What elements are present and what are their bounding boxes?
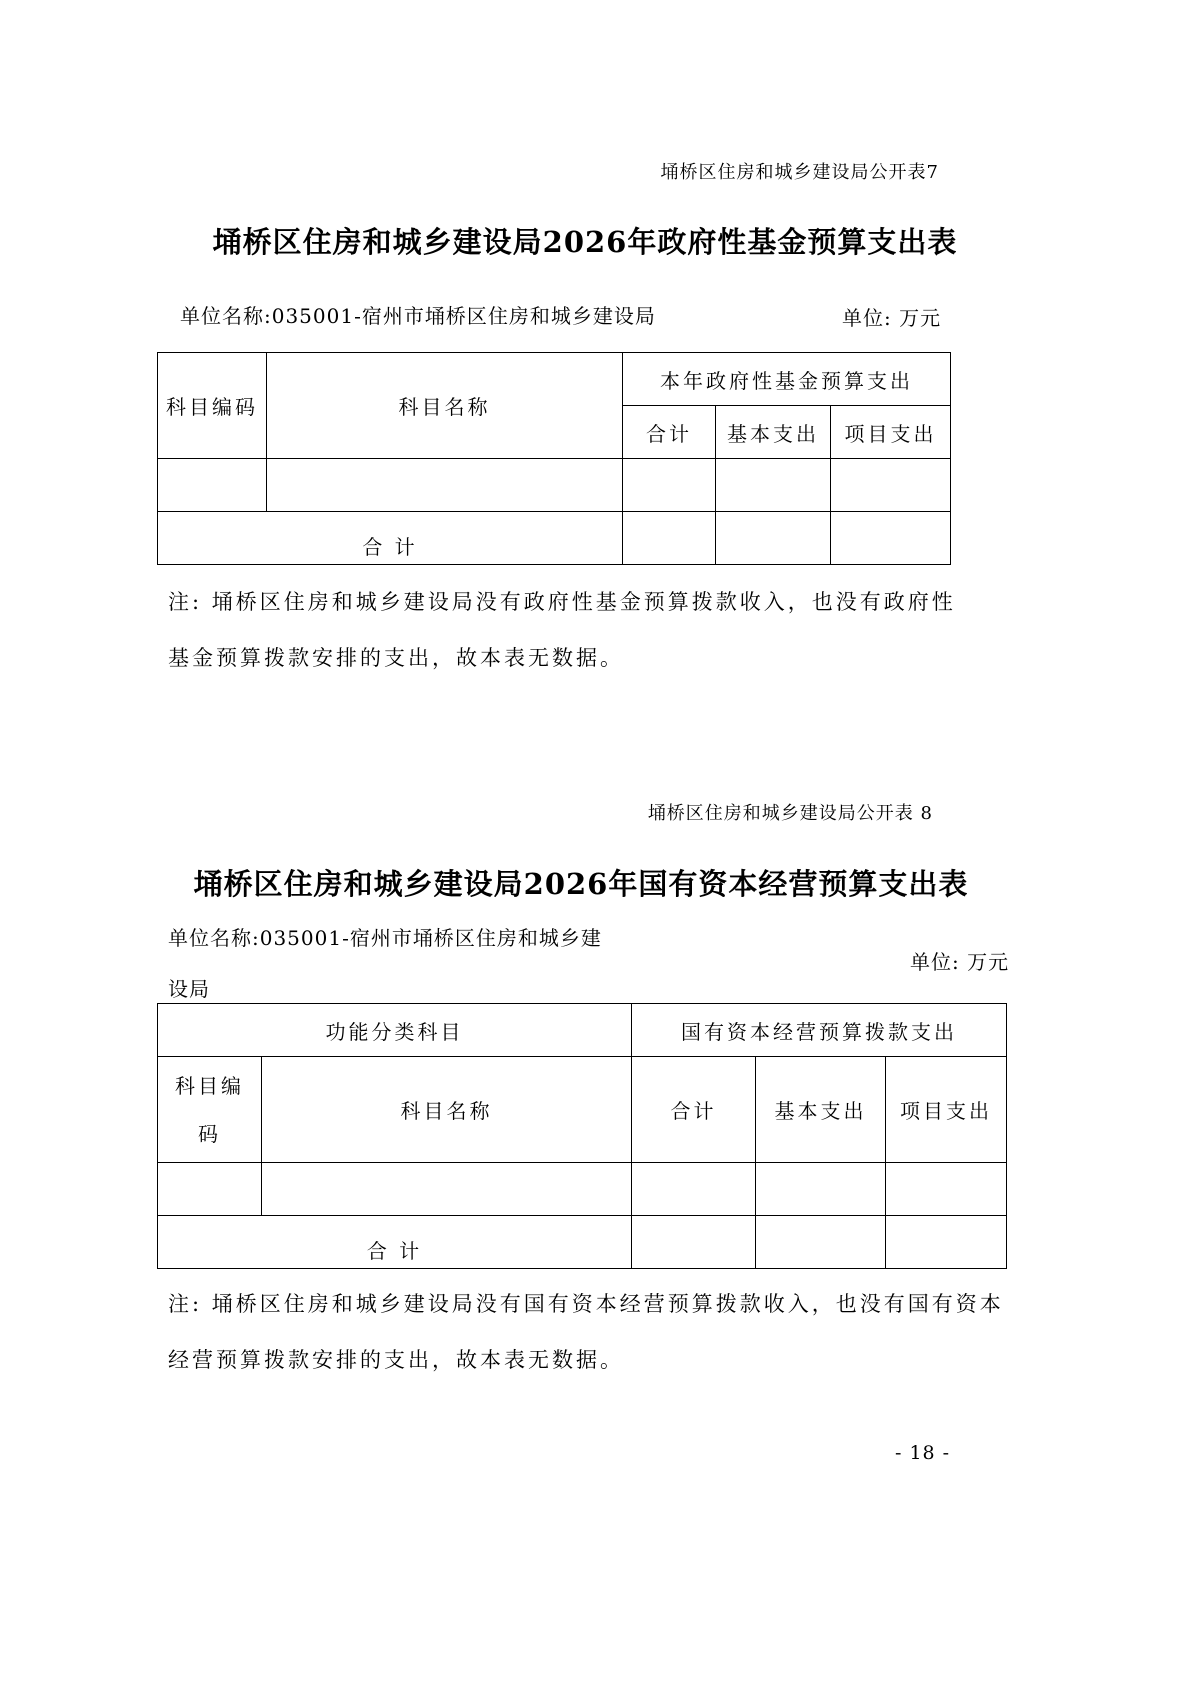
table8-total-row bbox=[158, 1216, 1007, 1269]
table7-header-group: 本年政府性基金预算支出 bbox=[623, 353, 951, 406]
table7-grid bbox=[157, 352, 951, 565]
table8-header-code-line1: 科目编 bbox=[175, 1073, 244, 1098]
table7-unit-name: 单位名称:035001-宿州市埇桥区住房和城乡建设局 bbox=[180, 304, 656, 328]
table8-header-project: 项目支出 bbox=[886, 1057, 1007, 1163]
table7-header-total: 合计 bbox=[623, 406, 716, 459]
table8-header-name: 科目名称 bbox=[262, 1057, 632, 1163]
table7-total-label: 合 计 bbox=[158, 512, 623, 565]
table7-header-project: 项目支出 bbox=[831, 406, 951, 459]
table8-empty-cell bbox=[886, 1216, 1007, 1269]
table8-empty-cell bbox=[632, 1216, 756, 1269]
table8-tag: 埇桥区住房和城乡建设局公开表 8 bbox=[647, 803, 933, 824]
table7-empty-cell bbox=[716, 459, 831, 512]
table7-empty-cell bbox=[716, 512, 831, 565]
table8-note-line2: 经营预算拨款安排的支出，故本表无数据。 bbox=[168, 1348, 624, 1372]
table8-unit: 单位: 万元 bbox=[910, 950, 1010, 974]
table8-note-line1: 注: 埇桥区住房和城乡建设局没有国有资本经营预算拨款收入，也没有国有资本 bbox=[168, 1292, 1004, 1316]
table7-tag: 埇桥区住房和城乡建设局公开表7 bbox=[660, 162, 939, 183]
table8-title: 埇桥区住房和城乡建设局2026年国有资本经营预算支出表 bbox=[193, 867, 969, 901]
table8-header-total: 合计 bbox=[632, 1057, 756, 1163]
table7-header-name: 科目名称 bbox=[267, 353, 623, 459]
table7-header-basic: 基本支出 bbox=[716, 406, 831, 459]
page-number: - 18 - bbox=[895, 1442, 951, 1464]
table7-empty-cell bbox=[623, 459, 716, 512]
table8-grid bbox=[157, 1003, 1007, 1269]
table8-header-code bbox=[158, 1057, 262, 1163]
table8-header-budget-group: 国有资本经营预算拨款支出 bbox=[632, 1004, 1007, 1057]
table7-total-row bbox=[158, 512, 951, 565]
table7-title: 埇桥区住房和城乡建设局2026年政府性基金预算支出表 bbox=[212, 225, 958, 259]
table8-header-basic: 基本支出 bbox=[756, 1057, 886, 1163]
table-row bbox=[158, 459, 951, 512]
table8-header-code-line2: 码 bbox=[198, 1121, 221, 1146]
table7-unit: 单位: 万元 bbox=[842, 306, 942, 330]
table8-total-label: 合 计 bbox=[158, 1216, 632, 1269]
table8-empty-cell bbox=[632, 1163, 756, 1216]
table7-note bbox=[168, 574, 956, 686]
table7-empty-cell bbox=[831, 459, 951, 512]
table8-note bbox=[168, 1276, 1004, 1388]
table8-header-function-group: 功能分类科目 bbox=[158, 1004, 632, 1057]
table8-empty-cell bbox=[158, 1163, 262, 1216]
table8-empty-cell bbox=[262, 1163, 632, 1216]
table7-empty-cell bbox=[623, 512, 716, 565]
table7-empty-cell bbox=[158, 459, 267, 512]
table8-empty-cell bbox=[886, 1163, 1007, 1216]
table-row bbox=[158, 1163, 1007, 1216]
table7-empty-cell bbox=[831, 512, 951, 565]
table8-unit-name-line2: 设局 bbox=[168, 977, 210, 1001]
table8-unit-name-line1: 单位名称:035001-宿州市埇桥区住房和城乡建 bbox=[168, 926, 602, 950]
table7-empty-cell bbox=[267, 459, 623, 512]
table8-empty-cell bbox=[756, 1163, 886, 1216]
table8-empty-cell bbox=[756, 1216, 886, 1269]
table7-note-line2: 基金预算拨款安排的支出，故本表无数据。 bbox=[168, 646, 624, 670]
table7-header-code: 科目编码 bbox=[158, 353, 267, 459]
table7-note-line1: 注: 埇桥区住房和城乡建设局没有政府性基金预算拨款收入，也没有政府性 bbox=[168, 590, 956, 614]
